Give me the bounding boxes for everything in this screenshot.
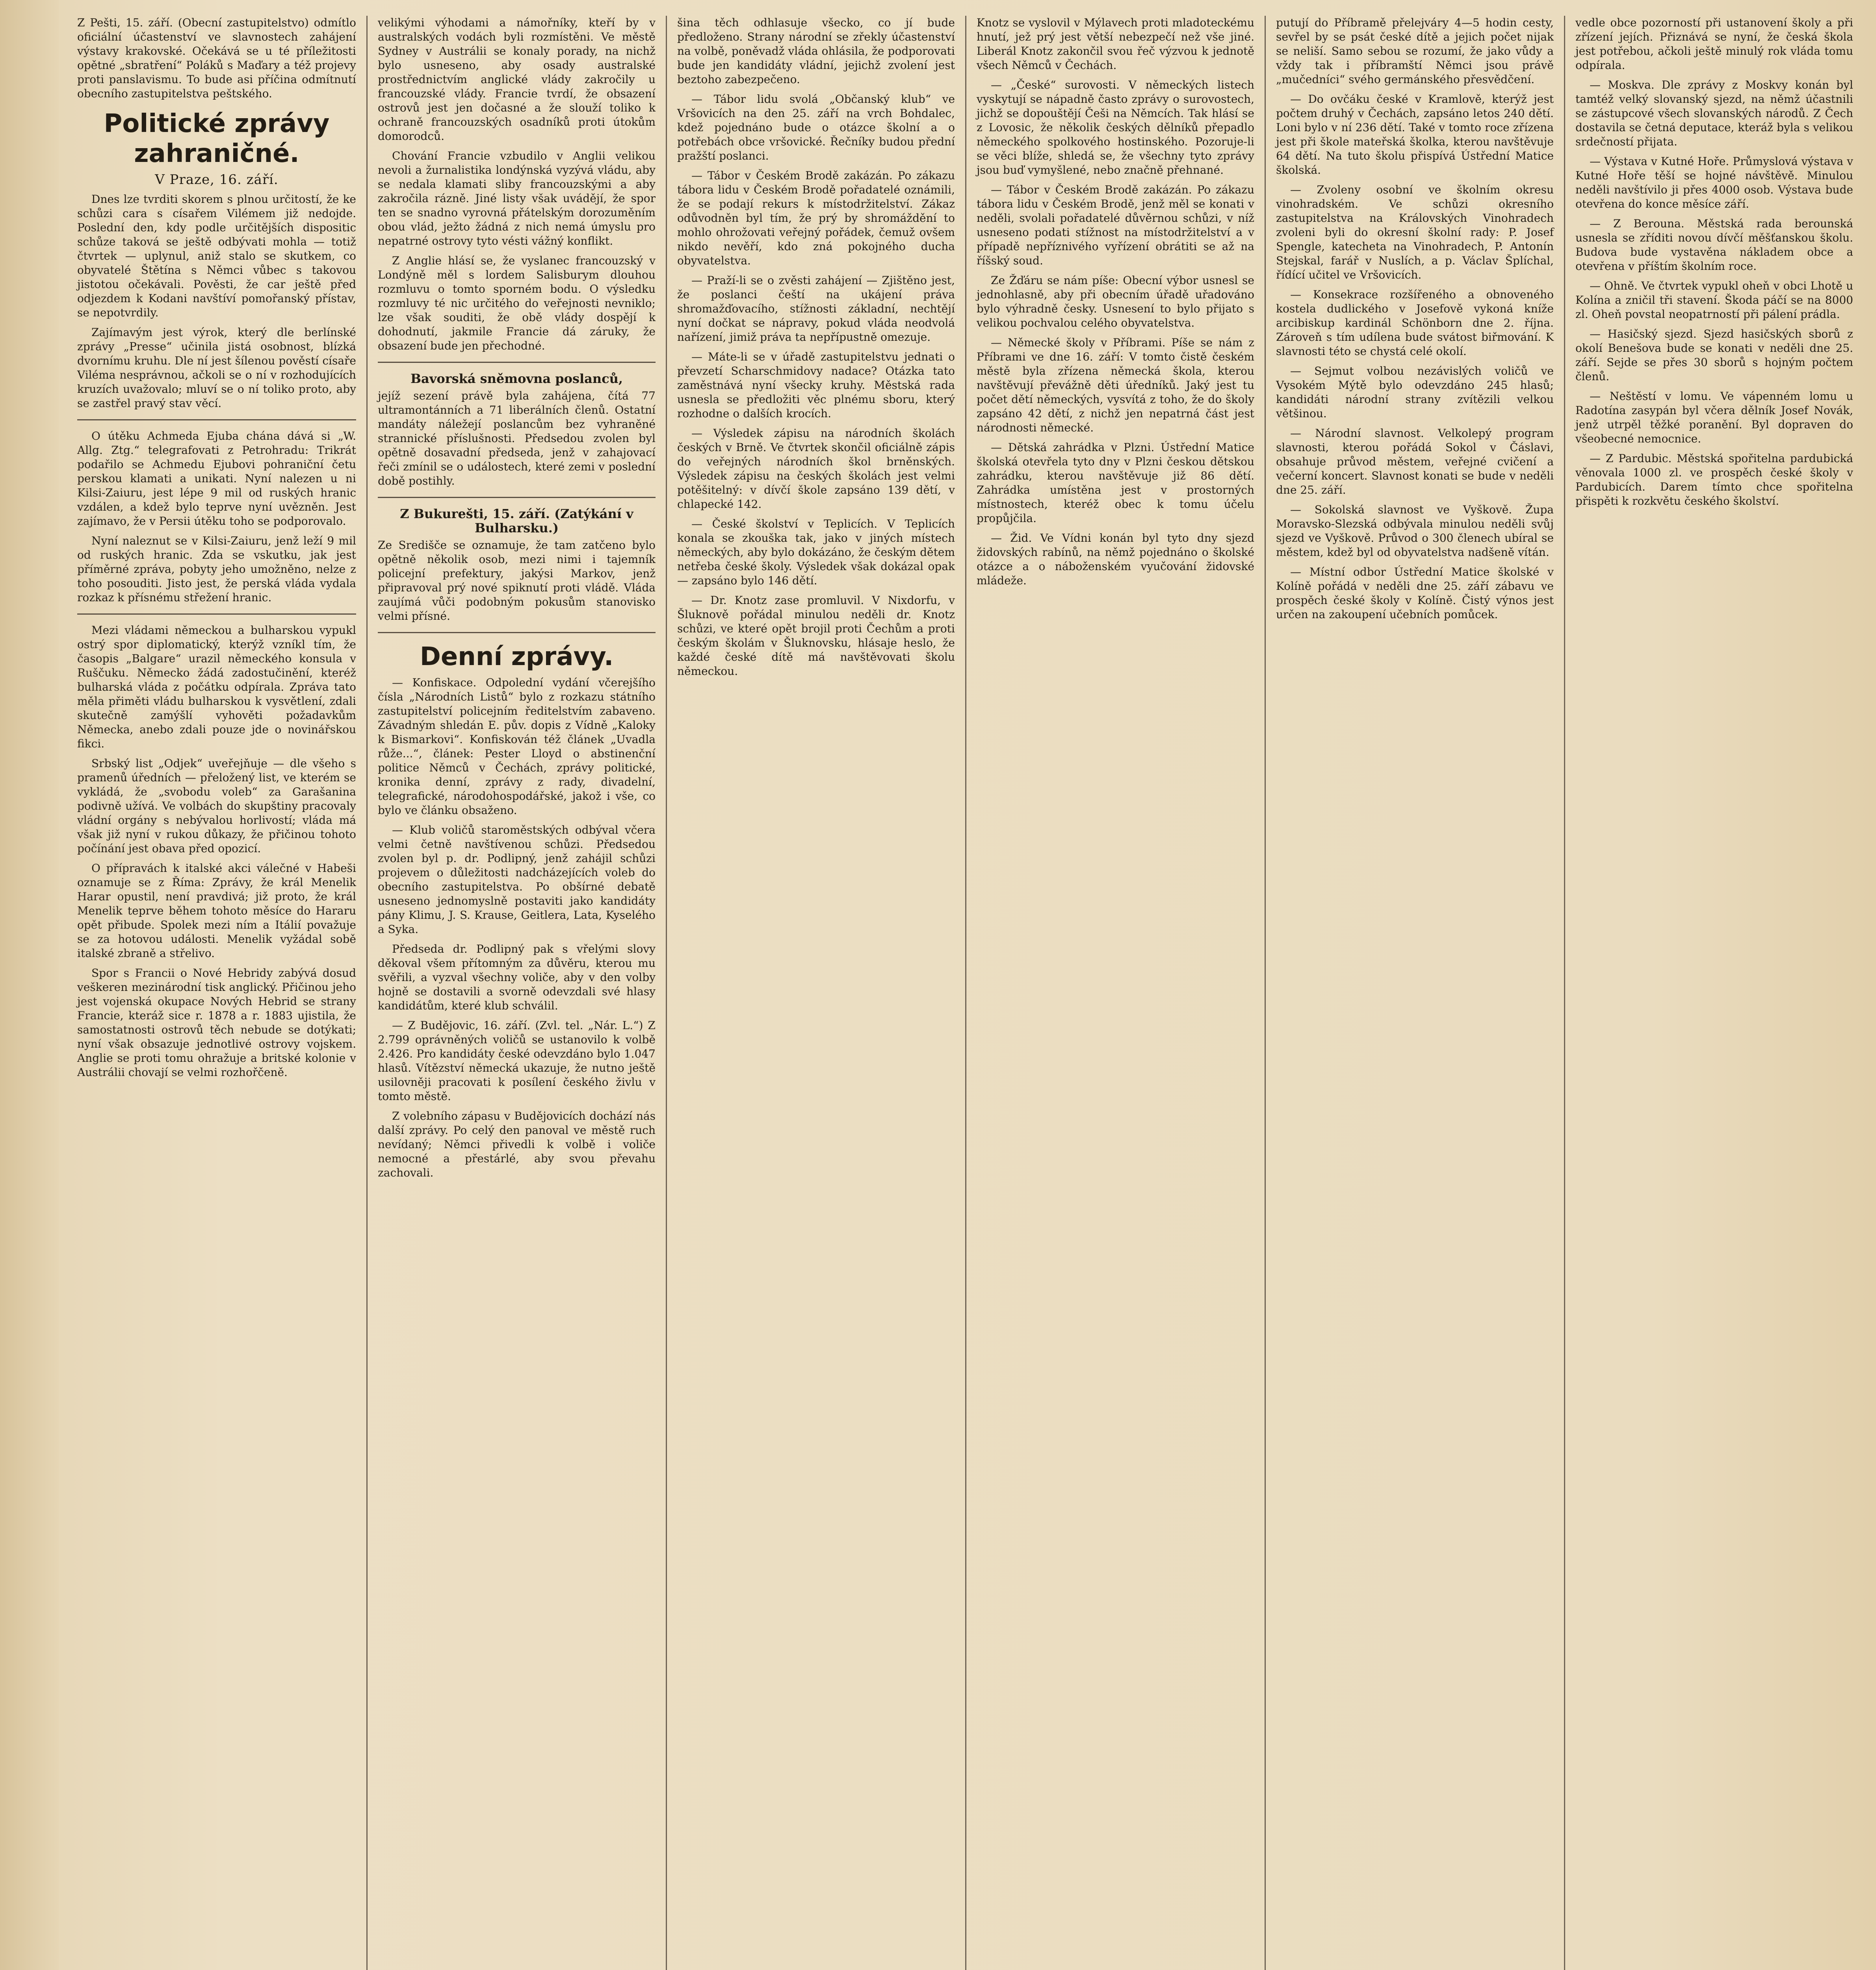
article-paragraph: — Tábor lidu svolá „Občanský klub“ ve Vršovicích na den 25. září na vrch Bohdalec, kdež pojednáno bude o otázce školní a o potřebách obce vršovické. Řečníky budou přední pražští poslanci. xyxy=(677,93,955,162)
article-paragraph: — Sokolská slavnost ve Vyškově. Župa Moravsko-Slezská odbývala minulou neděli svůj sjezd ve Vyškově. Průvod o 300 členech ubíral se městem, kdež byl od obyvatelstva nadšeně vítán. xyxy=(1276,503,1554,559)
article-paragraph: vedle obce pozorností při ustanovení školy a při zřízení jejích. Přiznává se nyní, že česká škola jest potřebou, ačkoli ještě minulý rok vláda tomu odpírala. xyxy=(1575,16,1853,72)
column-6 xyxy=(1564,16,1863,1970)
article-paragraph: Zajímavým jest výrok, který dle berlínské zprávy „Presse“ učinila jistá osobnost, blízká dvornímu kruhu. Dle ní jest šílenou pověstí císaře Viléma nesprávnou, ačkoli se o ní v rozhodujících kruzích uvažovalo; mluví se o ní toliko proto, aby se zastřel pravý stav věcí. xyxy=(77,326,356,410)
article-paragraph: Z Pešti, 15. září. (Obecní zastupitelstvo) odmítlo oficiální účastenství ve slavnostech zahájení výstavy krakovské. Očekává se u té příležitosti opětné „sbratření“ Poláků s Maďary a též projevy proti panslavismu. To bude asi příčina odmítnutí obecního zastupitelstva peštského. xyxy=(77,16,356,100)
article-paragraph: šina těch odhlasuje všecko, co jí bude předloženo. Strany národní se zřekly účastenství na volbě, poněvadž vláda ohlásila, že podporovati bude jen kandidáty vládní, jejichž zvolení jest beztoho zabezpečeno. xyxy=(677,16,955,86)
article-paragraph: Z volebního zápasu v Budějovicích dochází nás další zprávy. Po celý den panoval ve městě ruch nevídaný; Němci přivedli k volbě i voliče nemocné a přestárlé, aby svou převahu zachovali. xyxy=(378,1110,656,1179)
article-paragraph: — České školství v Teplicích. V Teplicích konala se zkouška tak, jako v jiných místech německých, aby bylo dokázáno, že českým dětem netřeba české školy. Výsledek však dokázal opak — zapsáno bylo 146 dětí. xyxy=(677,517,955,587)
article-paragraph: Ze Središče se oznamuje, že tam zatčeno bylo opětně několik osob, mezi nimi i tajemník policejní prefektury, jakýsi Markov, jenž připravoval prý nové spiknutí proti vládě. Vláda zaujímá vůči podobným pokusům stanovisko velmi přísné. xyxy=(378,539,656,623)
column-1 xyxy=(67,16,366,1970)
article-paragraph: Z Anglie hlásí se, že vyslanec francouzský v Londýně měl s lordem Salisburym dlouhou rozmluvu o tomto sporném bodu. O výsledku rozmluvy té nic určitého do veřejnosti nevniklo; lze však souditi, že obě vlády dospějí k dohodnutí, jakmile Francie dá záruky, že obsazení bude jen přechodné. xyxy=(378,254,656,352)
section-divider xyxy=(378,362,656,363)
article-paragraph: — Z Berouna. Městská rada berounská usnesla se zříditi novou dívčí měšťanskou školu. Budova bude vystavěna nákladem obce a otevřena v příštím školním roce. xyxy=(1575,217,1853,273)
article-paragraph: — Konfiskace. Odpolední vydání včerejšího čísla „Národních Listů“ bylo z rozkazu státního zastupitelství policejním ředitelstvím zabaveno. Závadným shledán E. pův. dopis z Vídně „Kaloky k Bismarkovi“. Konfiskován též článek „Uvadla růže...“, článek: Pester Lloyd o abstinenční politice Němců v Čechách, zprávy politické, kronika denní, zprávy z rady, divadelní, telegrafické, národohospodářské, jakož i vše, co bylo ve článku obsaženo. xyxy=(378,676,656,817)
article-paragraph: — Dr. Knotz zase promluvil. V Nixdorfu, v Šluknově pořádal minulou neděli dr. Knotz schůzi, ve které opět brojil proti Čechům a proti českým školám v Šluknovsku, hlásaje heslo, že každé české dítě má navštěvovati školu německou. xyxy=(677,594,955,678)
article-paragraph: putují do Příbramě přelejváry 4—5 hodin cesty, sevřel by se psát české dítě a jejich počet nijak se neliší. Samo sebou se rozumí, že jako vůdy a vždy tak i příbramští Němci jsou právě „mučedníci“ svého germánského přesvědčení. xyxy=(1276,16,1554,86)
article-paragraph: — Máte-li se v úřadě zastupitelstvu jednati o převzetí Scharschmidovy nadace? Otázka tato zaměstnává nyní všecky kruhy. Městská rada usnesla se předložiti věc plnému sboru, který rozhodne o dalších krocích. xyxy=(677,350,955,420)
article-paragraph: — Z Pardubic. Městská spořitelna pardubická věnovala 1000 zl. ve prospěch české školy v Pardubicích. Darem tímto chce spořitelna přispěti k rozkvětu českého školství. xyxy=(1575,452,1853,507)
section-heading: Politické zprávy zahraničné. xyxy=(104,109,330,168)
article-paragraph: — Německé školy v Příbrami. Píše se nám z Příbrami ve dne 16. září: V tomto čistě českém městě byla zřízena německá škola, kterou navštěvují převážně děti úředníků. Jaký jest tu počet dětí německých, vysvítá z toho, že do školy zapsáno 42 dětí, z nichž jen nepatrná část jest národnosti německé. xyxy=(977,336,1254,434)
article-paragraph: Dnes lze tvrditi skorem s plnou určitostí, že ke schůzi cara s císařem Vilémem již nedojde. Poslední den, kdy podle určitějších dispositic schůze taková se ještě odbývati mohla — totiž čtvrtek — uplynul, aniž stalo se skutkem, co obyvatelé Štětína s Němci vůbec s takovou jistotou očekávali. Pověsti, že car ještě před odjezdem k Kodani navštíví pomořanský přístav, se nepotvrdily. xyxy=(77,193,356,319)
article-paragraph: — Místní odbor Ústřední Matice školské v Kolíně pořádá v neděli dne 25. září zábavu ve prospěch české školy v Kolíně. Čistý výnos jest určen na zakoupení učebních pomůcek. xyxy=(1276,565,1554,621)
article-paragraph: — Žid. Ve Vídni konán byl tyto dny sjezd židovských rabínů, na němž pojednáno o školské otázce a o náboženském vyučování židovské mládeže. xyxy=(977,532,1254,587)
article-paragraph: — Sejmut volbou nezávislých voličů ve Vysokém Mýtě bylo odevzdáno 245 hlasů; kandidáti národní strany zvítězili velkou většinou. xyxy=(1276,364,1554,420)
column-4 xyxy=(965,16,1265,1970)
article-paragraph: — Praží-li se o zvěsti zahájení — Zjištěno jest, že poslanci čeští na ukájení práva shromažďovacího, stížnosti základní, nechtějí nyní dočkat se nápravy, pokud vláda neodvolá nařízení, jimiž práva ta nepřípustně omezuje. xyxy=(677,274,955,344)
section-divider xyxy=(77,419,356,420)
article-paragraph: Ze Žďáru se nám píše: Obecní výbor usnesl se jednohlasně, aby při obecním úřadě uřadováno bylo výhradně česky. Usnesení to bylo přijato s velikou pochvalou celého obyvatelstva. xyxy=(977,274,1254,329)
article-paragraph: — Z Budějovic, 16. září. (Zvl. tel. „Nár. L.“) Z 2.799 oprávněných voličů se ustanovilo k volbě 2.426. Pro kandidáty české odevzdáno bylo 1.047 hlasů. Vítězství německá ukazuje, že nutno ještě usilovněji pracovati k posílení českého živlu v tomto městě. xyxy=(378,1019,656,1103)
section-divider xyxy=(378,632,656,633)
article-paragraph: — „České“ surovosti. V německých listech vyskytují se nápadně často zprávy o surovostech, jichž se dopouštějí Češi na Němcích. Tak hlásí se z Lovosic, že několik českých dělníků přepadlo německého spolkového hostinského. Pozoruje-li se věci blíže, shledá se, že všechny tyto zprávy jsou buď vymyšlené, nebo značně přehnané. xyxy=(977,78,1254,177)
article-paragraph: O útěku Achmeda Ejuba chána dává si „W. Allg. Ztg.“ telegrafovati z Petrohradu: Trikrát podařilo se Achmedu Ejubovi pohraniční četu perskou klamati a unikati. Nyní nalezen u ni Kilsi-Zaiuru, jest lépe 9 mil od ruských hranic vzdálen, a kdež bylo teprve nyní uvězněn. Jest zajímavo, že v Persii útěku toho se podporovalo. xyxy=(77,429,356,528)
article-paragraph: — Ohně. Ve čtvrtek vypukl oheň v obci Lhotě u Kolína a zničil tři stavení. Škoda páčí se na 8000 zl. Oheň povstal neopatrností při pálení prádla. xyxy=(1575,279,1853,321)
columns-container xyxy=(67,16,1863,1970)
article-paragraph: jejíž sezení právě byla zahájena, čítá 77 ultramontánních a 71 liberálních členů. Ostatní mandáty náležejí poslancům bez vyhraněné strannické příslušnosti. Předsedou zvolen byl opětně dosavadní předseda, jenž v zahajovací řeči zmínil se o událostech, které zemi v poslední době postihly. xyxy=(378,389,656,487)
article-paragraph: — Tábor v Českém Brodě zakázán. Po zákazu tábora lidu v Českém Brodě pořadatelé oznámili, že se podají rekurs k místodržitelství. Zákaz odůvodněn byl tím, že prý by shromáždění to mohlo ohrožovati veřejný pořádek, čemuž ovšem nikdo nevěří, kdo zná pokojného ducha obyvatelstva. xyxy=(677,169,955,267)
column-5 xyxy=(1265,16,1564,1970)
article-paragraph: — Výsledek zápisu na národních školách českých v Brně. Ve čtvrtek skončil oficiálně zápis do veřejných národních škol brněnských. Výsledek zápisu na českých školách jest velmi potěšitelný: v dívčí škole zapsáno 139 dětí, v chlapecké 142. xyxy=(677,427,955,511)
article-paragraph: Spor s Francii o Nové Hebridy zabývá dosud veškeren mezinárodní tisk anglický. Přičinou jeho jest vojenská okupace Nových Hebrid se strany Francie, kteráž sice r. 1878 a r. 1883 ujistila, že samostatnosti ostrovů těch nebude se dotýkati; nyní však obsazuje jednotlivé ostrovy vojskem. Anglie se proti tomu ohražuje a britské kolonie v Austrálii chovají se velmi rozhořčeně. xyxy=(77,966,356,1079)
article-paragraph: Srbský list „Odjek“ uveřejňuje — dle všeho s pramenů úředních — přeložený list, ve kterém se vykládá, že „svobodu voleb“ za Garašanina podivně užívá. Ve volbách do skupštiny pracovaly vládní orgány s nebývalou horlivostí; vláda má však již nyní v rukou důkazy, že přičinou tohoto počínání jest obava před opozicí. xyxy=(77,757,356,855)
article-paragraph: — Dětská zahrádka v Plzni. Ústřední Matice školská otevřela tyto dny v Plzni českou dětskou zahrádku, kterou navštěvuje již 86 dětí. Zahrádka umístěna jest v prostorných místnostech, kteréž obec k tomu účelu propůjčila. xyxy=(977,441,1254,525)
article-heading: Bavorská sněmovna poslanců, xyxy=(410,371,623,386)
section-divider xyxy=(378,497,656,498)
page-fold-shadow xyxy=(0,0,59,1970)
article-heading: Z Bukurešti, 15. září. (Zatýkání v Bulharsku.) xyxy=(400,506,633,535)
article-paragraph: — Neštěstí v lomu. Ve vápenném lomu u Radotína zasypán byl včera dělník Josef Novák, jenž utrpěl těžké poranění. Byl dopraven do všeobecné nemocnice. xyxy=(1575,390,1853,445)
column-3 xyxy=(666,16,965,1970)
article-paragraph: — Hasičský sjezd. Sjezd hasičských sborů z okolí Benešova bude se konati v neděli dne 25. září. Sejde se přes 30 sborů s hojným počtem členů. xyxy=(1575,327,1853,383)
article-paragraph: Mezi vládami německou a bulharskou vypukl ostrý spor diplomatický, kterýž vzníkl tím, že časopis „Balgare“ urazil německého konsula v Ruščuku. Německo žádá zadostučinění, kteréž bulharská vláda z počátku odpírala. Zpráva tato měla přiměti vládu bulharskou k vysvětlení, zdali skutečně zamýšlí vyhověti požadavkům Německa, anebo zdali pouze jde o novinářskou fikci. xyxy=(77,624,356,750)
article-paragraph: O přípravách k italské akci válečné v Habeši oznamuje se z Říma: Zprávy, že král Menelik Harar opustil, není pravdivá; již proto, že král Menelik teprve během tohoto měsíce do Hararu opět přibude. Spolek mezi ním a Itálií považuje se za hotovou události. Menelik vyžádal sobě italské zbraně a střelivo. xyxy=(77,862,356,960)
article-paragraph: Předseda dr. Podlipný pak s vřelými slovy děkoval všem přítomným za důvěru, kterou mu svěřili, a vyzval všechny voliče, aby v den volby hojně se dostavili a svorně odevzdali své hlasy kandidátům, které klub schválil. xyxy=(378,942,656,1012)
article-paragraph: velikými výhodami a námořníky, kteří by v australských vodách byli rozmístěni. Ve městě Sydney v Austrálii se konaly porady, na nichž bylo usneseno, aby osady australské prostřednictvím anglické vlády zakročily u francouzské vlády. Francie tvrdí, že obsazení ostrovů jest jen dočasné a že slouží toliko k ochraně francouzských osadníků proti útokům domorodců. xyxy=(378,16,656,143)
article-paragraph: — Národní slavnost. Velkolepý program slavnosti, kterou pořádá Sokol v Čáslavi, obsahuje průvod městem, veřejné cvičení a večerní koncert. Slavnost konati se bude v neděli dne 25. září. xyxy=(1276,427,1554,496)
section-divider xyxy=(77,613,356,615)
section-heading: Denní zprávy. xyxy=(420,642,614,671)
dateline: V Praze, 16. září. xyxy=(155,172,279,188)
article-paragraph: — Konsekrace rozšířeného a obnoveného kostela dudlického v Josefově vykoná kníže arcibiskup kardinál Schönborn dne 2. října. Zároveň s tím udílena bude svátost biřmování. K slavnosti této se chystá celé okolí. xyxy=(1276,288,1554,358)
article-paragraph: Knotz se vyslovil v Mýlavech proti mladoteckému hnutí, jež prý jest větší nebezpečí než vše jiné. Liberál Knotz zakončil svou řeč výzvou k jednotě všech Němců v Čechách. xyxy=(977,16,1254,72)
article-paragraph: — Tábor v Českém Brodě zakázán. Po zákazu tábora lidu v Českém Brodě, jenž měl se konati v neděli, svolali pořadatelé důvěrnou schůzi, v níž usneseno podati stížnost na místodržitelství a v případě nepříznivého vyřízení obrátiti se až na říšský soud. xyxy=(977,183,1254,267)
column-2 xyxy=(366,16,666,1970)
article-paragraph: Nyní naleznut se v Kilsi-Zaiuru, jenž leží 9 mil od ruských hranic. Zda se vskutku, jak jest příměrné zpráva, pobyty jeho umožněno, nelze z toho posouditi. Jisto jest, že perská vláda vydala rozkaz k přísnému střežení hranic. xyxy=(77,534,356,604)
article-paragraph: — Zvoleny osobní ve školním okresu vinohradském. Ve schůzi okresního zastupitelstva na Královských Vinohradech zvoleni byli do okresní školní rady: P. Josef Spengle, katecheta na Vinohradech, P. Antonín Stejskal, farář v Nuslích, a p. Václav Šplíchal, řídící učitel ve Vršovicích. xyxy=(1276,183,1554,281)
article-paragraph: — Do ovčáku české v Kramlově, kterýž jest počtem druhý v Čechách, zapsáno letos 240 dětí. Loni bylo v ní 236 dětí. Také v tomto roce zřízena jest při škole mateřská školka, kterou navštěvuje 64 dětí. Na tuto školu přispívá Ústřední Matice školská. xyxy=(1276,93,1554,177)
article-paragraph: — Výstava v Kutné Hoře. Průmyslová výstava v Kutné Hoře těší se hojné návštěvě. Minulou neděli navštívilo ji přes 4000 osob. Výstava bude otevřena do konce měsíce září. xyxy=(1575,155,1853,210)
article-paragraph: — Moskva. Dle zprávy z Moskvy konán byl tamtéž velký slovanský sjezd, na němž účastnili se zástupcové všech slovanských národů. Z Čech dostavila se četná deputace, kteráž byla s velikou srdečností přijata. xyxy=(1575,78,1853,148)
article-paragraph: — Klub voličů staroměstských odbýval včera velmi četně navštívenou schůzi. Předsedou zvolen byl p. dr. Podlipný, jenž zahájil schůzi projevem o důležitosti nadcházejících voleb do obecního zastupitelstva. Po obšírné debatě usneseno jednomyslně postaviti jako kandidáty pány Klimu, J. S. Krause, Geitlera, Lata, Kyselého a Syka. xyxy=(378,823,656,936)
article-paragraph: Chování Francie vzbudilo v Anglii velikou nevoli a žurnalistika londýnská vyzývá vládu, aby se nedala klamati sliby francouzskými a aby zakročila rázně. Jiné listy však uvádějí, že spor ten se snadno vyrovná přátelským dorozuměním obou vlád, ježto žádná z nich nemá úmyslu pro nepatrné ostrovy tyto vésti vážný konflikt. xyxy=(378,149,656,247)
